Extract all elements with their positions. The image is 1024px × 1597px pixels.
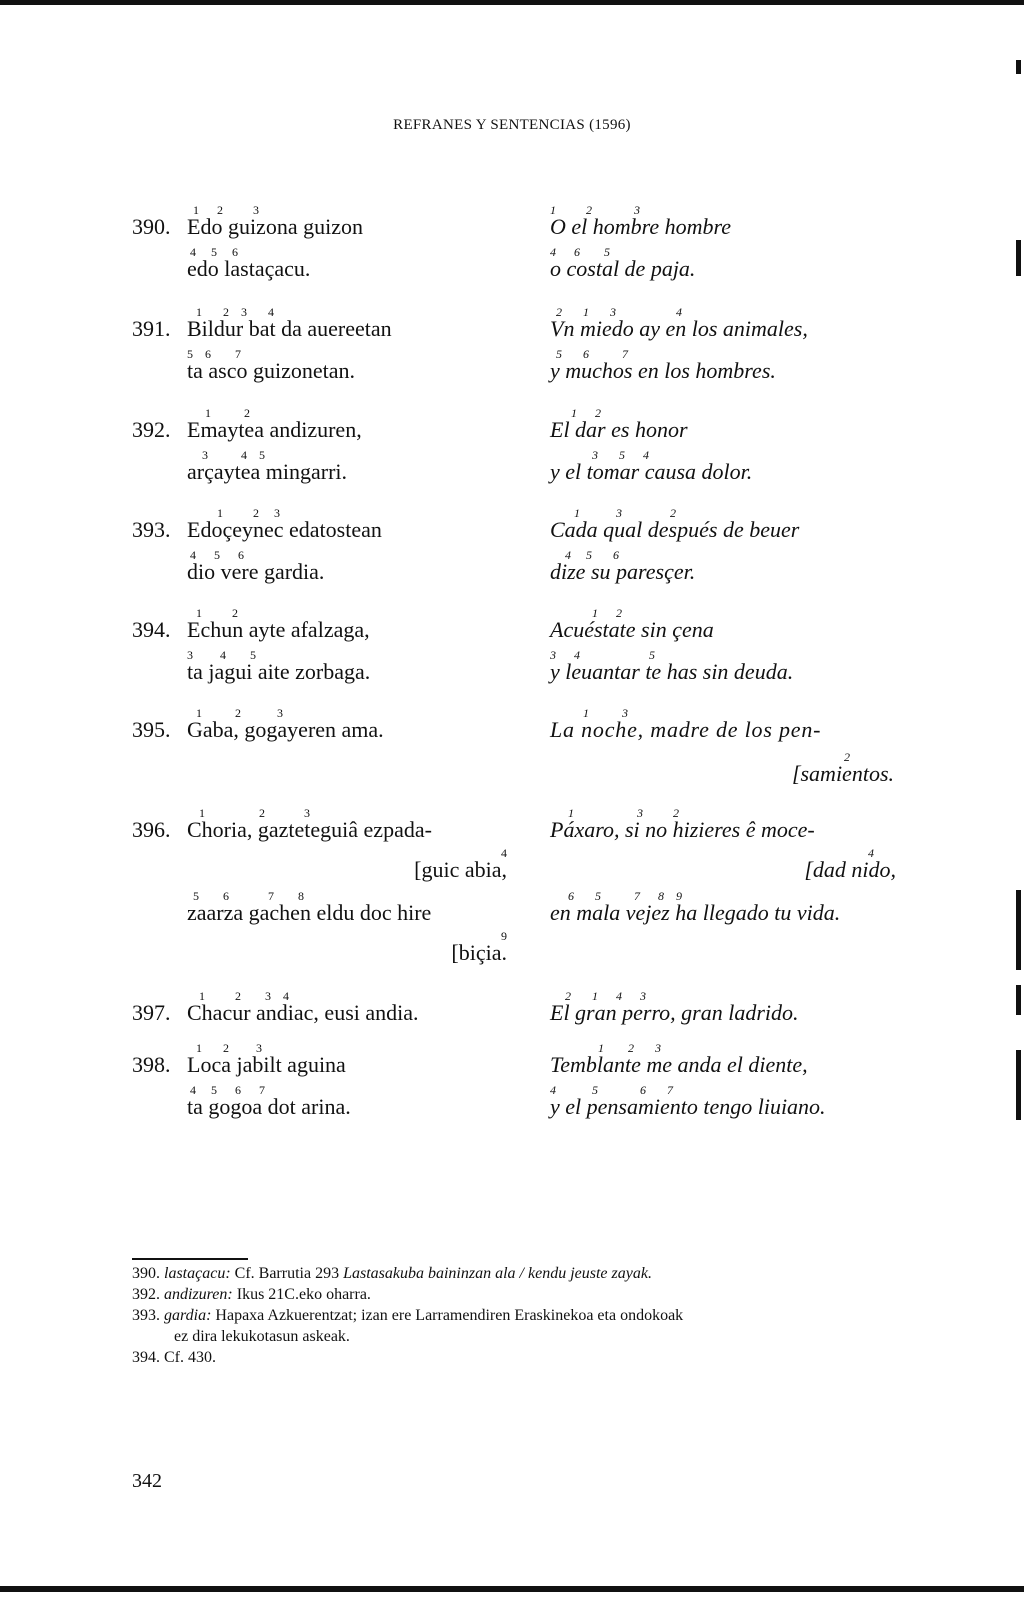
word-order-numbers: 1 2 [187, 406, 250, 420]
basque-line: Choria, gazteteguiâ ezpada- [187, 817, 432, 842]
footnote-body: Hapaxa Azkuerentzat; izan ere Larramendiren Eraskinekoa eta ondokoak [211, 1307, 684, 1324]
basque-line: [biçia. [451, 940, 507, 965]
spanish-line: Vn miedo ay en los animales, [550, 316, 808, 341]
footnote-body: ez dira lekukotasun askeak. [174, 1328, 350, 1345]
footnote-ref: 392. [132, 1286, 160, 1303]
entry-395 [132, 705, 522, 805]
word-order-numbers: 3 4 5 [550, 648, 655, 662]
spanish-line: Temblante me anda el diente, [550, 1052, 808, 1077]
footnote-rule [132, 1258, 248, 1260]
basque-line: zaarza gachen eldu doc hire [187, 900, 432, 925]
edge-mark [1016, 890, 1021, 970]
footnote-body: Cf. Barrutia 293 [230, 1265, 344, 1282]
basque-line: ta gogoa dot arina. [187, 1094, 351, 1119]
basque-line: Loca jabilt aguina [187, 1052, 346, 1077]
word-order-numbers: 6 5 7 8 9 [550, 889, 682, 903]
word-order-numbers: 1 2 3 [187, 203, 259, 217]
word-order-numbers: 4 5 6 [187, 548, 244, 562]
footnote [132, 1263, 912, 1284]
word-order-numbers: 4 5 6 7 [187, 1083, 265, 1097]
spanish-column [550, 202, 910, 1124]
word-order-numbers: 1 3 [550, 706, 628, 720]
word-order-numbers: 2 1 3 4 [550, 305, 682, 319]
footnotes [132, 1263, 912, 1368]
word-order-numbers: 1 2 3 4 [187, 305, 274, 319]
entry-391 [132, 304, 522, 405]
basque-line: dio vere gardia. [187, 559, 325, 584]
word-order-numbers: 1 2 3 [187, 806, 310, 820]
basque-line: Edo guizona guizon [187, 214, 363, 239]
entry-number: 391. [132, 316, 171, 341]
spanish-line: Páxaro, si no hizieres ê moce- [550, 817, 815, 842]
basque-column [132, 202, 522, 1124]
basque-line: Gaba, gogayeren ama. [187, 717, 384, 742]
basque-line: Bildur bat da auereetan [187, 316, 392, 341]
spanish-line: y muchos en los hombres. [550, 358, 776, 383]
spanish-line: dize su paresçer. [550, 559, 696, 584]
entry-394 [132, 605, 522, 705]
spanish-line: [dad nido, [804, 857, 896, 882]
edge-mark [1016, 240, 1021, 276]
word-order-numbers: 5 6 7 [550, 347, 628, 361]
word-order-numbers: 1 2 3 [550, 1041, 661, 1055]
footnote-body: Ikus 21C.eko oharra. [232, 1286, 371, 1303]
bottom-rule [0, 1586, 1024, 1592]
word-order-numbers: 5 6 7 8 [187, 889, 304, 903]
word-order-numbers: 4 [868, 846, 874, 860]
word-order-numbers: 1 2 [187, 606, 238, 620]
word-order-numbers: 1 2 [550, 406, 601, 420]
basque-line: Edoçeynec edatostean [187, 517, 382, 542]
spanish-line: y el tomar causa dolor. [550, 459, 753, 484]
entry-397 [132, 988, 522, 1040]
word-order-numbers: 1 3 2 [550, 806, 679, 820]
top-rule [0, 0, 1024, 5]
footnote-ref: 393. [132, 1307, 160, 1324]
word-order-numbers: 2 1 4 3 [550, 989, 646, 1003]
edge-mark [1016, 60, 1021, 74]
basque-line: edo lastaçacu. [187, 256, 311, 281]
entry-392 [132, 405, 522, 505]
word-order-numbers: 3 4 5 [187, 448, 265, 462]
word-order-numbers: 1 2 [550, 606, 622, 620]
entry-number: 396. [132, 817, 171, 842]
spanish-line: y el pensamiento tengo liuiano. [550, 1094, 826, 1119]
basque-line: Echun ayte afalzaga, [187, 617, 370, 642]
page-number: 342 [132, 1470, 162, 1492]
word-order-numbers: 1 3 2 [550, 506, 676, 520]
word-order-numbers: 4 5 6 [187, 245, 238, 259]
entry-396 [132, 805, 507, 988]
entry-number: 398. [132, 1052, 171, 1077]
footnote-ref: 394. [132, 1349, 160, 1366]
running-head: REFRANES Y SENTENCIAS (1596) [393, 117, 631, 133]
entry-number: 395. [132, 717, 171, 742]
basque-line: Chacur andiac, eusi andia. [187, 1000, 419, 1025]
entry-number: 392. [132, 417, 171, 442]
spanish-line: en mala vejez ha llegado tu vida. [550, 900, 841, 925]
basque-line: arçaytea mingarri. [187, 459, 348, 484]
word-order-numbers: 3 5 4 [550, 448, 649, 462]
footnote-term: andizuren: [164, 1286, 233, 1303]
entry-number: 394. [132, 617, 171, 642]
spanish-line: El gran perro, gran ladrido. [550, 1000, 799, 1025]
word-order-numbers: 1 2 3 4 [187, 989, 289, 1003]
spanish-line: y leuantar te has sin deuda. [550, 659, 794, 684]
spanish-line: El dar es honor [550, 417, 688, 442]
spanish-line: o costal de paja. [550, 256, 696, 281]
entry-390 [132, 202, 522, 304]
word-order-numbers: 4 5 6 [550, 548, 619, 562]
word-order-numbers: 3 4 5 [187, 648, 256, 662]
word-order-numbers: 4 [387, 846, 507, 860]
footnote-term: lastaçacu: [164, 1265, 231, 1282]
spanish-line: [samientos. [791, 761, 894, 786]
footnote-quote: Lastasakuba baininzan ala / kendu jeuste zayak. [343, 1265, 652, 1282]
entry-398 [132, 1040, 522, 1124]
entry-393 [132, 505, 522, 605]
spanish-line: Acuéstate sin çena [550, 617, 714, 642]
basque-line: [guic abia, [414, 857, 507, 882]
word-order-numbers: 4 6 5 [550, 245, 610, 259]
entry-number: 390. [132, 214, 171, 239]
basque-line: ta jagui aite zorbaga. [187, 659, 371, 684]
word-order-numbers: 2 [844, 750, 850, 764]
spanish-line: O el hombre hombre [550, 214, 732, 239]
word-order-numbers: 1 2 3 [187, 706, 283, 720]
word-order-numbers: 4 5 6 7 [550, 1083, 673, 1097]
footnote-body: Cf. 430. [160, 1349, 216, 1366]
word-order-numbers: 1 2 3 [187, 1041, 262, 1055]
entry-number: 393. [132, 517, 171, 542]
footnote [132, 1305, 912, 1326]
edge-mark [1016, 1050, 1021, 1120]
footnote-ref: 390. [132, 1265, 160, 1282]
entry-number: 397. [132, 1000, 171, 1025]
footnote [132, 1347, 912, 1368]
edge-mark [1016, 985, 1021, 1015]
footnote-continuation [132, 1326, 912, 1347]
word-order-numbers: 9 [378, 929, 507, 943]
basque-line: ta asco guizonetan. [187, 358, 355, 383]
word-order-numbers: 1 2 3 [187, 506, 280, 520]
word-order-numbers: 5 6 7 [187, 347, 241, 361]
footnote [132, 1284, 912, 1305]
spanish-line: Cada qual después de beuer [550, 517, 800, 542]
footnote-term: gardia: [164, 1307, 212, 1324]
basque-line: Emaytea andizuren, [187, 417, 362, 442]
spanish-line: La noche, madre de los pen- [550, 717, 822, 742]
word-order-numbers: 1 2 3 [550, 203, 640, 217]
